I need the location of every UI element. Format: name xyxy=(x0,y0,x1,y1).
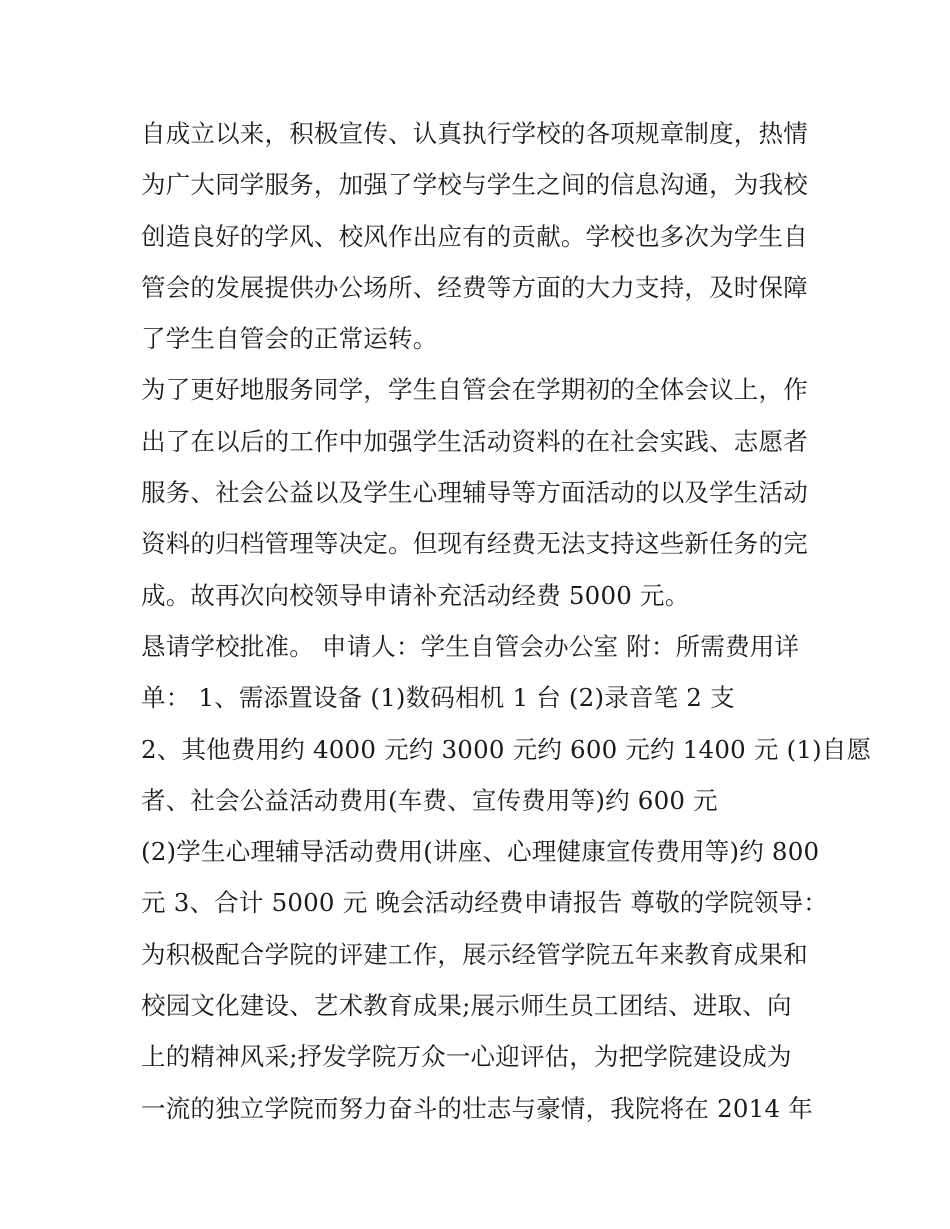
text-line-7: 出了在以后的工作中加强学生活动资料的在社会实践、志愿者 xyxy=(141,426,808,456)
text-line-18: 校园文化建设、艺术教育成果;展示师生员工团结、进取、向 xyxy=(141,991,792,1021)
text-line-20: 一流的独立学院而努力奋斗的壮志与豪情，我院将在 2014 年 xyxy=(141,1093,813,1123)
text-line-9: 资料的归档管理等决定。但现有经费无法支持这些新任务的完 xyxy=(141,529,808,559)
text-line-2: 为广大同学服务，加强了学校与学生之间的信息沟通，为我校 xyxy=(141,170,808,200)
text-line-17: 为积极配合学院的评建工作，展示经管学院五年来教育成果和 xyxy=(141,939,808,969)
text-line-16: 元 3、合计 5000 元 晚会活动经费申请报告 尊敬的学院领导： xyxy=(141,888,828,918)
text-line-12: 单： 1、需添置设备 (1)数码相机 1 台 (2)录音笔 2 支 xyxy=(141,683,735,713)
text-line-11: 恳请学校批准。 申请人：学生自管会办公室 附：所需费用详 xyxy=(141,631,800,661)
text-line-15: (2)学生心理辅导活动费用(讲座、心理健康宣传费用等)约 800 xyxy=(141,837,820,867)
text-line-1: 自成立以来，积极宣传、认真执行学校的各项规章制度，热情 xyxy=(141,119,808,148)
text-line-3: 创造良好的学风、校风作出应有的贡献。学校也多次为学生自 xyxy=(141,221,808,251)
text-line-6: 为了更好地服务同学，学生自管会在学期初的全体会议上，作 xyxy=(141,375,808,405)
text-line-10: 成。故再次向校领导申请补充活动经费 5000 元。 xyxy=(141,580,690,610)
text-line-4: 管会的发展提供办公场所、经费等方面的大力支持，及时保障 xyxy=(141,272,808,302)
text-line-8: 服务、社会公益以及学生心理辅导等方面活动的以及学生活动 xyxy=(141,478,808,508)
text-line-5: 了学生自管会的正常运转。 xyxy=(141,324,438,354)
text-line-14: 者、社会公益活动费用(车费、宣传费用等)约 600 元 xyxy=(141,785,718,815)
text-line-19: 上的精神风采;抒发学院万众一心迎评估，为把学院建设成为 xyxy=(141,1042,792,1072)
text-line-13: 2、其他费用约 4000 元约 3000 元约 600 元约 1400 元 (1)自愿 xyxy=(141,734,872,764)
body-text xyxy=(141,108,872,1134)
